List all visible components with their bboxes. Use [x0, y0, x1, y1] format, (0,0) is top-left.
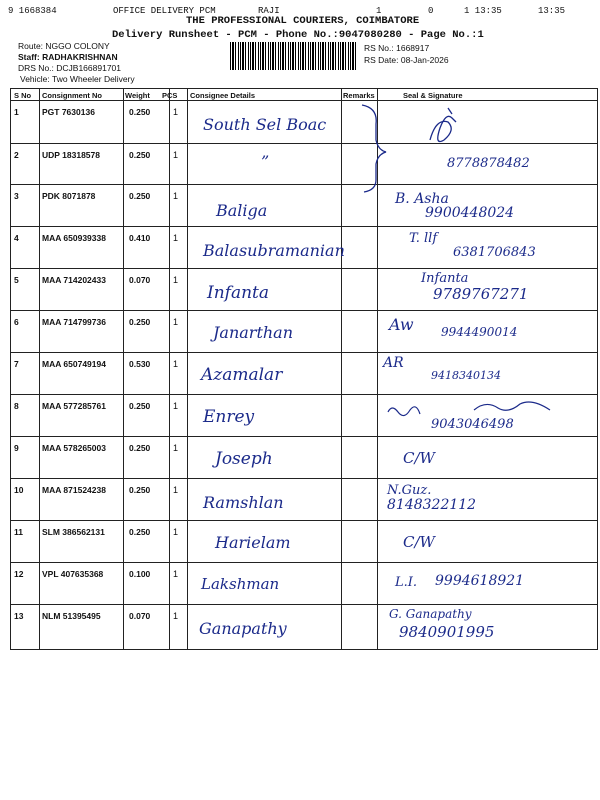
- row-consignee: Janarthan: [213, 323, 294, 342]
- document-subtitle: Delivery Runsheet - PCM - Phone No.:9047080280 - Page No.:1: [112, 29, 484, 41]
- row-pcs: 1: [173, 527, 179, 537]
- rs-number: RS No.: 1668917: [364, 43, 430, 53]
- print-num2: 0: [428, 6, 434, 16]
- row-consignee: Balasubramanian: [203, 241, 345, 260]
- print-num1: 1: [376, 6, 382, 16]
- row-phone: 9994618921: [435, 573, 525, 589]
- row-signature: N.Guz.: [387, 483, 432, 498]
- row-consignment: UDP 18318578: [42, 150, 100, 160]
- row-consignee: South Sel Boac: [203, 115, 327, 134]
- row-pcs: 1: [173, 233, 179, 243]
- table-row: [11, 479, 597, 521]
- row-sno: 3: [14, 191, 19, 201]
- row-signature: AR: [383, 355, 404, 371]
- row-signature: C/W: [403, 449, 435, 467]
- row-consignment: MAA 577285761: [42, 401, 106, 411]
- table-row: [11, 353, 597, 395]
- table-row: [11, 605, 597, 647]
- table-row: [11, 185, 597, 227]
- document-title: THE PROFESSIONAL COURIERS, COIMBATORE: [186, 15, 420, 27]
- row-weight: 0.250: [129, 150, 151, 160]
- row-sno: 13: [14, 611, 24, 621]
- vehicle: Vehicle: Two Wheeler Delivery: [20, 74, 135, 84]
- row-consignee: Lakshman: [201, 575, 280, 593]
- table-row: [11, 101, 597, 143]
- print-office: OFFICE DELIVERY PCM: [113, 6, 216, 16]
- row-consignment: MAA 714202433: [42, 275, 106, 285]
- row-weight: 0.250: [129, 443, 151, 453]
- row-sno: 4: [14, 233, 19, 243]
- row-sno: 7: [14, 359, 19, 369]
- header-consignee: Consignee Details: [190, 91, 256, 100]
- header-remarks: Remarks: [343, 91, 375, 100]
- row-pcs: 1: [173, 401, 179, 411]
- row-signature: G. Ganapathy: [389, 607, 472, 621]
- row-weight: 0.250: [129, 401, 151, 411]
- row-consignment: MAA 714799736: [42, 317, 106, 327]
- row-phone: 9900448024: [425, 205, 515, 221]
- row-sno: 2: [14, 150, 19, 160]
- row-consignee: Infanta: [207, 283, 270, 303]
- table-row: [11, 563, 597, 605]
- header-signature: Seal & Signature: [403, 91, 463, 100]
- row-sno: 12: [14, 569, 24, 579]
- row-phone: 6381706843: [453, 245, 536, 260]
- row-signature: Infanta: [421, 271, 469, 286]
- header-consignment: Consignment No: [42, 91, 102, 100]
- drs-number: DRS No.: DCJB166891701: [18, 63, 122, 73]
- row-sno: 9: [14, 443, 19, 453]
- row-signature: T. llf: [409, 231, 438, 246]
- barcode: [230, 42, 358, 70]
- row-sno: 6: [14, 317, 19, 327]
- row-consignment: VPL 407635368: [42, 569, 104, 579]
- table-row: [11, 395, 597, 437]
- row-phone: 9043046498: [431, 417, 514, 432]
- row-weight: 0.070: [129, 611, 151, 621]
- row-signature: B. Asha: [395, 191, 449, 207]
- row-weight: 0.250: [129, 527, 151, 537]
- row-sno: 5: [14, 275, 19, 285]
- row-consignment: PGT 7630136: [42, 107, 95, 117]
- row-pcs: 1: [173, 485, 179, 495]
- row-pcs: 1: [173, 569, 179, 579]
- table-row: [11, 269, 597, 311]
- row-consignment: SLM 386562131: [42, 527, 105, 537]
- row-weight: 0.250: [129, 191, 151, 201]
- row-pcs: 1: [173, 275, 179, 285]
- row-pcs: 1: [173, 150, 179, 160]
- row-phone: 8778878482: [447, 156, 530, 171]
- row-consignment: PDK 8071878: [42, 191, 96, 201]
- print-time2: 13:35: [538, 6, 566, 16]
- table-row: [11, 437, 597, 479]
- header-sno: S No: [14, 91, 32, 100]
- print-time1: 1 13:35: [464, 6, 502, 16]
- row-weight: 0.070: [129, 275, 151, 285]
- row-phone: 9789767271: [433, 285, 529, 303]
- rs-date: RS Date: 08-Jan-2026: [364, 55, 449, 65]
- row-consignment: MAA 650939338: [42, 233, 106, 243]
- row-signature: C/W: [403, 533, 435, 551]
- row-consignment: MAA 871524238: [42, 485, 106, 495]
- table-row: [11, 311, 597, 353]
- row-weight: 0.410: [129, 233, 151, 243]
- row-weight: 0.250: [129, 107, 151, 117]
- table-row: [11, 521, 597, 563]
- row-pcs: 1: [173, 611, 179, 621]
- row-weight: 0.250: [129, 317, 151, 327]
- route: Route: NGGO COLONY: [18, 41, 110, 51]
- row-consignee: Baliga: [216, 201, 268, 220]
- row-pcs: 1: [173, 443, 179, 453]
- row-signature: Aw: [389, 315, 414, 334]
- row-consignee: Harielam: [215, 533, 291, 552]
- row-pcs: 1: [173, 359, 179, 369]
- row-consignee: ”: [261, 152, 270, 171]
- row-consignee: Ramshlan: [203, 493, 284, 512]
- header-pcs: PCS: [162, 91, 178, 100]
- staff: Staff: RADHAKRISHNAN: [18, 52, 118, 62]
- row-weight: 0.530: [129, 359, 151, 369]
- row-sno: 1: [14, 107, 19, 117]
- runsheet-table: [10, 88, 598, 650]
- table-row: [11, 227, 597, 269]
- row-sno: 8: [14, 401, 19, 411]
- row-sno: 10: [14, 485, 24, 495]
- table-row: [11, 144, 597, 186]
- row-sno: 11: [14, 527, 23, 537]
- header-weight: Weight: [125, 91, 150, 100]
- row-consignment: MAA 650749194: [42, 359, 106, 369]
- row-consignment: MAA 578265003: [42, 443, 106, 453]
- row-consignee: Azamalar: [201, 365, 283, 385]
- row-consignee: Ganapathy: [199, 619, 287, 638]
- row-consignee: Enrey: [203, 407, 255, 427]
- row-weight: 0.250: [129, 485, 151, 495]
- row-weight: 0.100: [129, 569, 151, 579]
- row-phone: 9418340134: [431, 369, 501, 382]
- print-operator: RAJI: [258, 6, 280, 16]
- row-pcs: 1: [173, 317, 179, 327]
- row-phone: 8148322112: [387, 497, 477, 513]
- row-pcs: 1: [173, 107, 179, 117]
- row-pcs: 1: [173, 191, 179, 201]
- row-phone: 9840901995: [399, 623, 495, 641]
- row-consignee: Joseph: [215, 449, 273, 469]
- print-line-number: 9 1668384: [8, 6, 57, 16]
- row-consignment: NLM 51395495: [42, 611, 101, 621]
- row-signature: L.I.: [395, 575, 418, 590]
- row-phone: 9944490014: [441, 325, 518, 339]
